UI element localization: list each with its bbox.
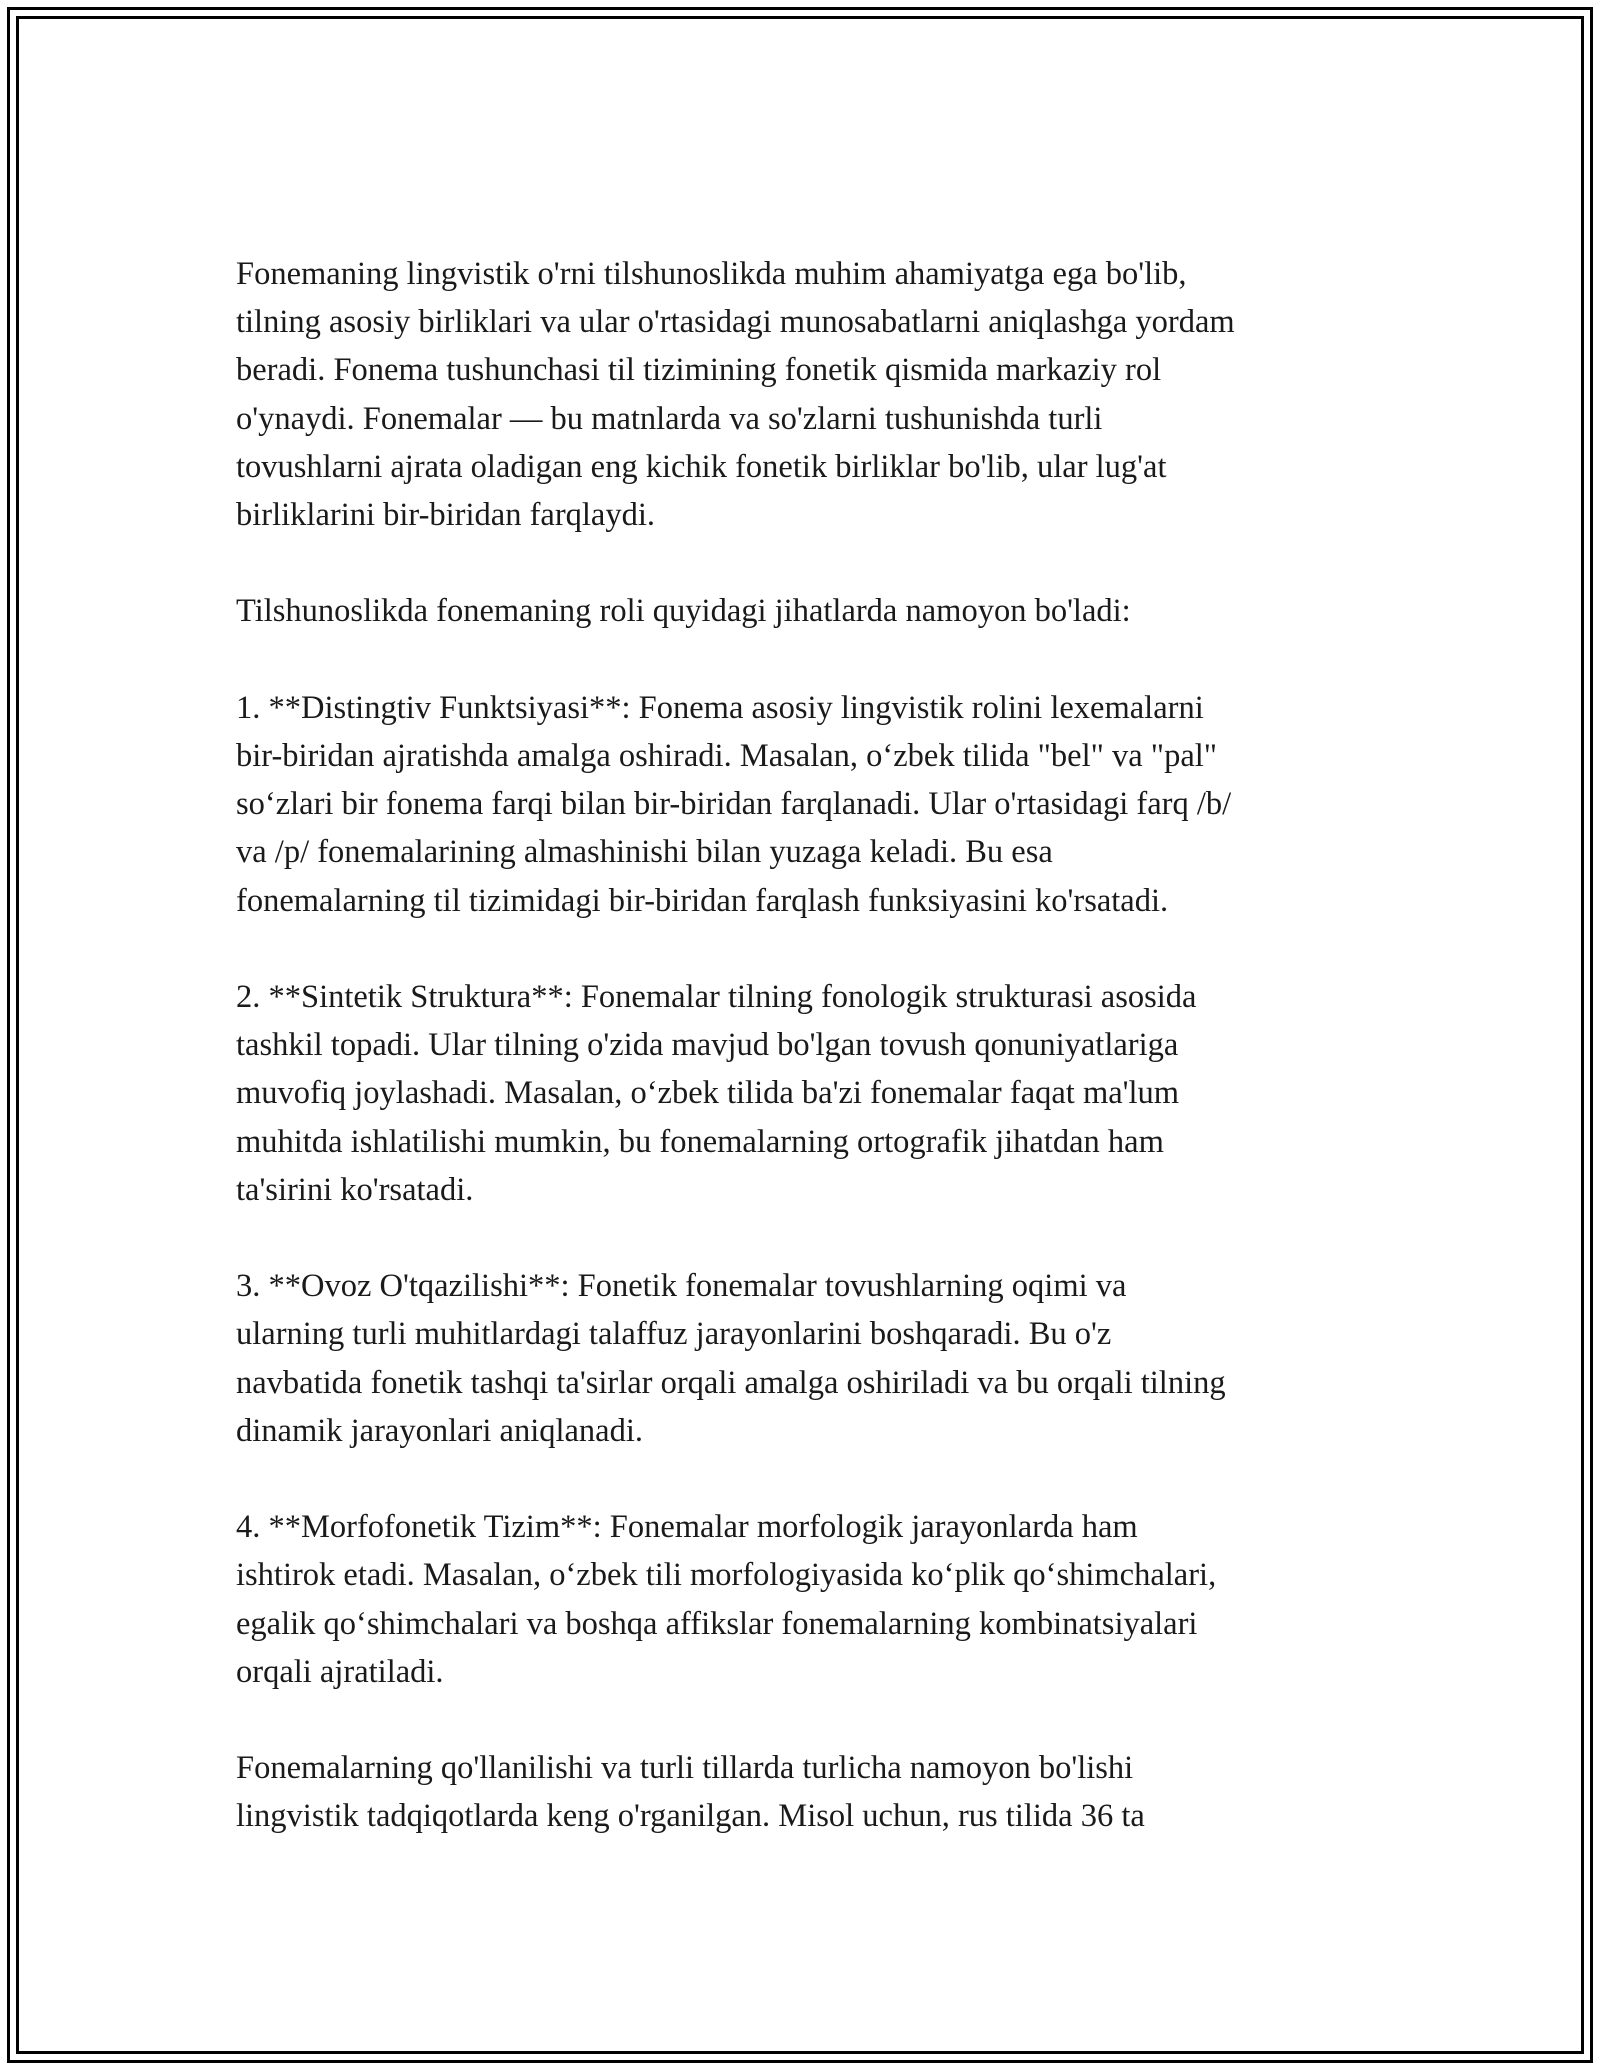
intro-paragraph: Fonemaning lingvistik o'rni tilshunoslikda muhim ahamiyatga ega bo'lib, tilning asosiy birliklari va ular o'rtasidagi munosabatlarni aniqlashga yordam beradi. Fonema tushunchasi til tizimining fonetik qismida markaziy rol o'ynaydi. Fonemalar — bu matnlarda va so'zlarni tushunishda turli tovushlarni ajrata oladigan eng kichik fonetik birliklar bo'lib, ular lug'at birliklarini bir-biridan farqlaydi. xyxy=(236,256,1235,534)
roles-lead-paragraph: Tilshunoslikda fonemaning roli quyidagi jihatlarda namoyon bo'ladi: xyxy=(236,593,1131,630)
document-body xyxy=(236,250,1386,1841)
list-item-distinctive-function: 1. **Distingtiv Funktsiyasi**: Fonema asosiy lingvistik rolini lexemalarni bir-biridan ajratishda amalga oshiradi. Masalan, o‘zbek tilida "bel" va "pal" so‘zlari bir fonema farqi bilan bir-biridan farqlanadi. Ular o'rtasidagi farq /b/ va /p/ fonemalarining almashinishi bilan yuzaga keladi. Bu esa fonemalarning til tizimidagi bir-biridan farqlash funksiyasini ko'rsatadi. xyxy=(236,689,1232,919)
closing-paragraph: Fonemalarning qo'llanilishi va turli tillarda turlicha namoyon bo'lishi lingvistik tadqiqotlarda keng o'rganilgan. Misol uchun, rus tilida 36 ta xyxy=(236,1750,1145,1835)
list-item-morphophonetic-system: 4. **Morfofonetik Tizim**: Fonemalar morfologik jarayonlarda ham ishtirok etadi. Masalan, o‘zbek tili morfologiyasida ko‘plik qo‘shimchalari, egalik qo‘shimchalari va boshqa affikslar fonemalarning kombinatsiyalari orqali ajratiladi. xyxy=(236,1509,1217,1690)
list-item-sound-transfer: 3. **Ovoz O'tqazilishi**: Fonetik fonemalar tovushlarning oqimi va ularning turli muhitlardagi talaffuz jarayonlarini boshqaradi. Bu o'z navbatida fonetik tashqi ta'sirlar orqali amalga oshiriladi va bu orqali tilning dinamik jarayonlari aniqlanadi. xyxy=(236,1268,1226,1449)
list-item-synthetic-structure: 2. **Sintetik Struktura**: Fonemalar tilning fonologik strukturasi asosida tashkil topadi. Ular tilning o'zida mavjud bo'lgan tovush qonuniyatlariga muvofiq joylashadi. Masalan, o‘zbek tilida ba'zi fonemalar faqat ma'lum muhitda ishlatilishi mumkin, bu fonemalarning ortografik jihatdan ham ta'sirini ko'rsatadi. xyxy=(236,979,1197,1208)
